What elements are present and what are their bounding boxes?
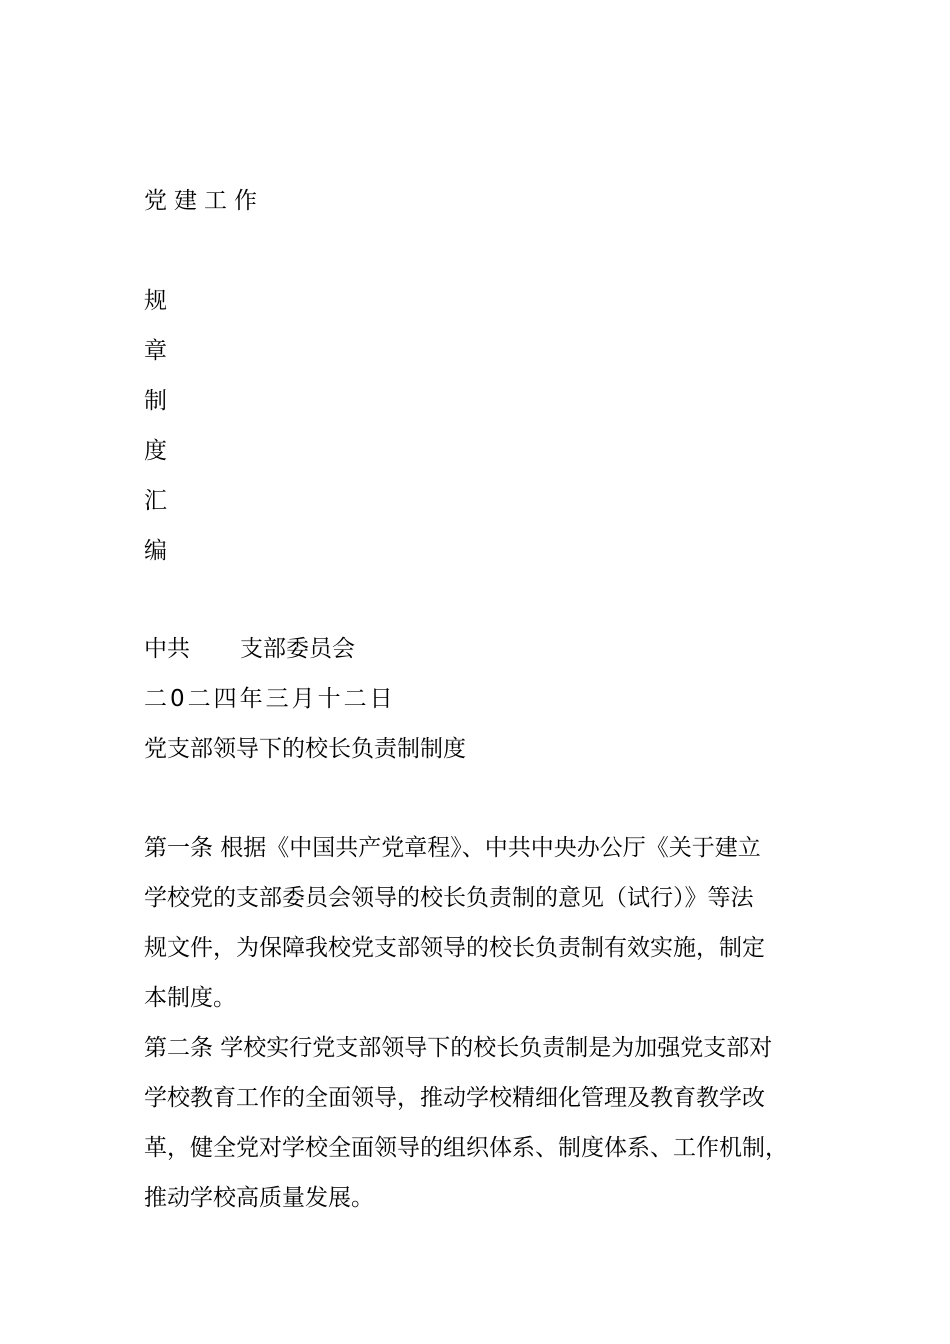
vertical-title-char: 规 [144,288,167,314]
vertical-title-char: 章 [144,338,167,364]
paragraph-line: 学校党的支部委员会领导的校长负责制的意见（试行）》等法 [144,885,754,911]
paragraph-line: 革，健全党对学校全面领导的组织体系、制度体系、工作机制， [144,1135,788,1161]
paragraph-line: 学校教育工作的全面领导，推动学校精细化管理及教育教学改 [144,1085,765,1111]
document-heading: 党支部领导下的校长负责制制度 [144,736,466,762]
cover-date: 二0二四年三月十二日 [144,686,396,712]
paragraph-line: 本制度。 [144,985,236,1011]
paragraph-line: 推动学校高质量发展。 [144,1185,374,1211]
paragraph-line: 第一条 根据《中国共产党章程》、中共中央办公厅《关于建立 [144,835,761,861]
organization-prefix: 中共 [144,636,190,662]
cover-title: 党建工作 [144,188,264,214]
vertical-title-char: 汇 [144,488,167,514]
vertical-title-char: 度 [144,438,167,464]
paragraph-line: 第二条 学校实行党支部领导下的校长负责制是为加强党支部对 [144,1035,773,1061]
organization-suffix: 支部委员会 [240,636,355,662]
vertical-title-char: 制 [144,388,167,414]
vertical-title-char: 编 [144,538,167,564]
paragraph-line: 规文件，为保障我校党支部领导的校长负责制有效实施，制定 [144,935,765,961]
organization-line [144,634,355,664]
